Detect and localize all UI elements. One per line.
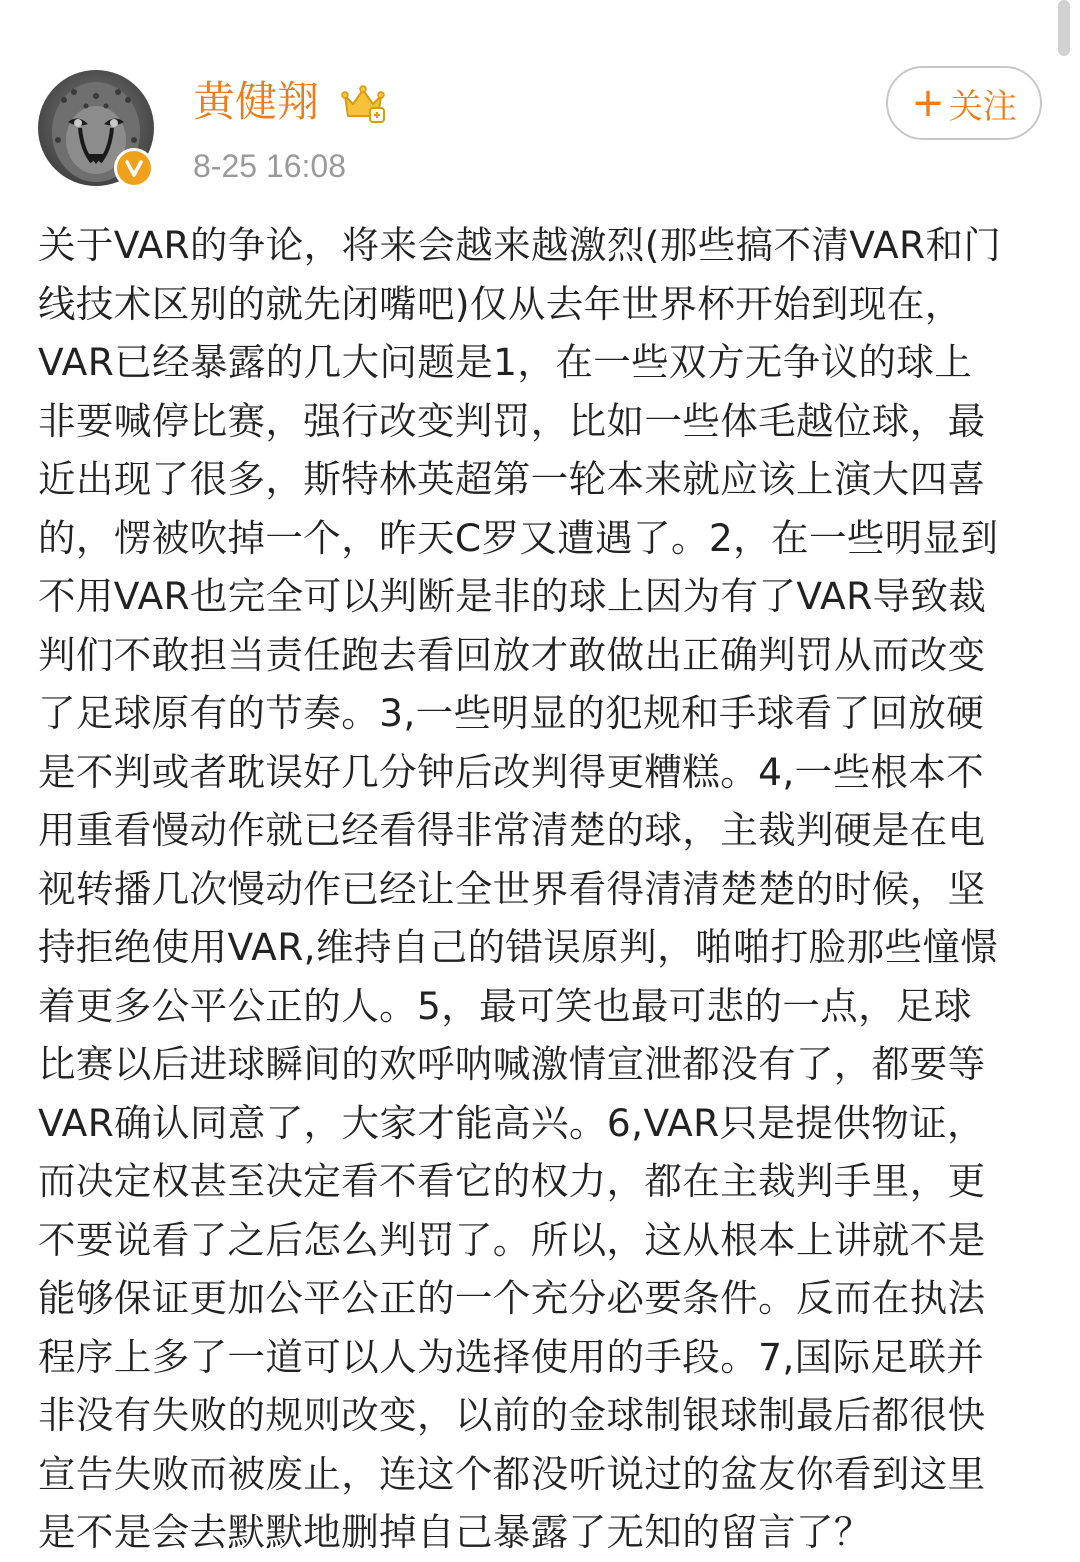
post-text-line: 宣告失败而被废止，连这个都没听说过的盆友你看到这里 bbox=[38, 1451, 986, 1496]
post-text-line: 着更多公平公正的人。5，最可笑也最可悲的一点，足球 bbox=[38, 983, 972, 1028]
crown-icon bbox=[340, 80, 386, 126]
post-text-line: VAR确认同意了，大家才能高兴。6,VAR只是提供物证， bbox=[38, 1100, 985, 1145]
post-text-line: 的，愣被吹掉一个，昨天C罗又遭遇了。2，在一些明显到 bbox=[38, 515, 999, 560]
post-text bbox=[38, 216, 1048, 1562]
post-text-line: 非要喊停比赛，强行改变判罚，比如一些体毛越位球，最 bbox=[38, 398, 986, 443]
post-text-line: 比赛以后进球瞬间的欢呼呐喊激情宣泄都没有了，都要等 bbox=[38, 1042, 986, 1086]
post-timestamp: 8-25 16:08 bbox=[193, 148, 347, 184]
post-text-line: 线技术区别的就先闭嘴吧)仅从去年世界杯开始到现在， bbox=[38, 281, 963, 326]
post-text-line: 能够保证更加公平公正的一个充分必要条件。反而在执法 bbox=[38, 1276, 986, 1320]
post-text-line: 用重看慢动作就已经看得非常清楚的球，主裁判硬是在电 bbox=[38, 808, 986, 852]
post-text-line: 程序上多了一道可以人为选择使用的手段。7,国际足联并 bbox=[38, 1334, 985, 1379]
post-text-line: 判们不敢担当责任跑去看回放才敢做出正确判罚从而改变 bbox=[38, 632, 986, 677]
post-text-line: 是不判或者耽误好几分钟后改判得更糟糕。4,一些根本不 bbox=[38, 749, 985, 794]
post-text-line: 是不是会去默默地删掉自己暴露了无知的留言了？ bbox=[38, 1510, 872, 1554]
post-text-line: 非没有失败的规则改变，以前的金球制银球制最后都很快 bbox=[38, 1393, 986, 1437]
post-text-line: 近出现了很多，斯特林英超第一轮本来就应该上演大四喜 bbox=[38, 457, 986, 501]
post-text-line: VAR已经暴露的几大问题是1，在一些双方无争议的球上 bbox=[38, 340, 973, 384]
post-text-line: 了足球原有的节奏。3,一些明显的犯规和手球看了回放硬 bbox=[38, 691, 985, 735]
plus-icon: + bbox=[911, 80, 945, 126]
author-name[interactable]: 黄健翔 bbox=[193, 77, 320, 126]
post-text-line: 持拒绝使用VAR,维持自己的错误原判，啪啪打脸那些憧憬 bbox=[38, 925, 999, 969]
follow-button[interactable] bbox=[886, 66, 1042, 140]
follow-button-label: 关注 bbox=[948, 86, 1017, 127]
post-text-line: 而决定权甚至决定看不看它的权力，都在主裁判手里，更 bbox=[38, 1159, 986, 1203]
post-text-line: 不要说看了之后怎么判罚了。所以，这从根本上讲就不是 bbox=[38, 1217, 986, 1262]
post-text-line: 关于VAR的争论，将来会越来越激烈(那些搞不清VAR和门 bbox=[38, 223, 1002, 267]
post-text-line: 视转播几次慢动作已经让全世界看得清清楚楚的时候，坚 bbox=[38, 866, 986, 911]
verified-v-icon bbox=[124, 158, 144, 178]
post-text-line: 不用VAR也完全可以判断是非的球上因为有了VAR导致裁 bbox=[38, 574, 987, 618]
verified-badge-icon bbox=[114, 148, 154, 188]
post-header bbox=[0, 0, 1080, 210]
